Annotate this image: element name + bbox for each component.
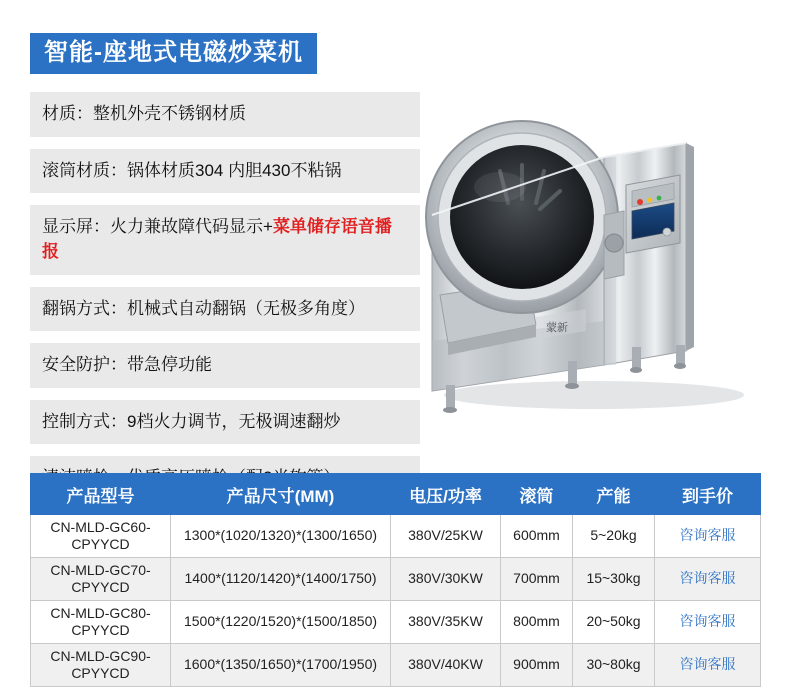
- spec-display-prefix: 显示屏：火力兼故障代码显示+: [42, 217, 273, 237]
- table-row: [31, 601, 761, 644]
- table-header-capacity: 产能: [573, 474, 655, 515]
- panel-knob: [663, 228, 671, 236]
- spec-control-text: 控制方式：9档火力调节，无极调速翻炒: [42, 411, 341, 431]
- spec-table: [30, 473, 761, 687]
- table-header-size: 产品尺寸(MM): [171, 474, 391, 515]
- cell-size: 1300*(1020/1320)*(1300/1650): [171, 515, 391, 558]
- panel-indicator-green: [657, 196, 662, 201]
- spec-list: [30, 92, 420, 513]
- cell-drum: 700mm: [501, 558, 573, 601]
- spec-drum-material-text: 滚筒材质：锅体材质304 内胆430不粘锅: [42, 160, 342, 180]
- photo-shadow: [444, 381, 744, 409]
- spec-item-display: [30, 205, 420, 274]
- cell-model: CN-MLD-GC90-CPYYCD: [31, 644, 171, 687]
- table-row: [31, 644, 761, 687]
- svg-text:蒙新: 蒙新: [546, 322, 568, 334]
- cell-price-link[interactable]: 咨询客服: [655, 644, 761, 687]
- cooking-drum: [426, 121, 618, 313]
- spec-stirring-text: 翻锅方式：机械式自动翻锅（无极多角度）: [42, 298, 365, 318]
- cell-capacity: 15~30kg: [573, 558, 655, 601]
- cell-voltage: 380V/30KW: [391, 558, 501, 601]
- cell-drum: 600mm: [501, 515, 573, 558]
- cell-drum: 900mm: [501, 644, 573, 687]
- table-header-price: 到手价: [655, 474, 761, 515]
- drum-support-arm: [604, 211, 624, 279]
- cell-voltage: 380V/35KW: [391, 601, 501, 644]
- cell-model: CN-MLD-GC80-CPYYCD: [31, 601, 171, 644]
- spec-item-stirring: [30, 287, 420, 332]
- spec-item-drum-material: [30, 149, 420, 194]
- cell-capacity: 30~80kg: [573, 644, 655, 687]
- spec-safety-text: 安全防护：带急停功能: [42, 355, 212, 375]
- table-row: [31, 515, 761, 558]
- spec-material-text: 材质：整机外壳不锈钢材质: [42, 104, 246, 123]
- table-header-drum: 滚筒: [501, 474, 573, 515]
- spec-display-highlight: 菜单储存语音播报: [42, 217, 392, 261]
- panel-indicator-red: [637, 199, 643, 205]
- panel-indicator-amber: [648, 198, 653, 203]
- cell-capacity: 5~20kg: [573, 515, 655, 558]
- cell-model: CN-MLD-GC60-CPYYCD: [31, 515, 171, 558]
- cell-drum: 800mm: [501, 601, 573, 644]
- table-header-row: [31, 474, 761, 515]
- cell-size: 1600*(1350/1650)*(1700/1950): [171, 644, 391, 687]
- cell-voltage: 380V/40KW: [391, 644, 501, 687]
- cell-price-link[interactable]: 咨询客服: [655, 558, 761, 601]
- cell-capacity: 20~50kg: [573, 601, 655, 644]
- cell-price-link[interactable]: 咨询客服: [655, 601, 761, 644]
- table-row: [31, 558, 761, 601]
- page-title: 智能-座地式电磁炒菜机: [30, 33, 317, 74]
- control-panel: [626, 175, 680, 253]
- cell-price-link[interactable]: 咨询客服: [655, 515, 761, 558]
- cell-size: 1400*(1120/1420)*(1400/1750): [171, 558, 391, 601]
- product-photo: [418, 95, 770, 425]
- cell-model: CN-MLD-GC70-CPYYCD: [31, 558, 171, 601]
- spec-item-control: [30, 400, 420, 445]
- table-header-voltage: 电压/功率: [391, 474, 501, 515]
- table-header-model: 产品型号: [31, 474, 171, 515]
- cell-voltage: 380V/25KW: [391, 515, 501, 558]
- spec-item-material: [30, 92, 420, 137]
- cell-size: 1500*(1220/1520)*(1500/1850): [171, 601, 391, 644]
- spec-item-safety: [30, 343, 420, 388]
